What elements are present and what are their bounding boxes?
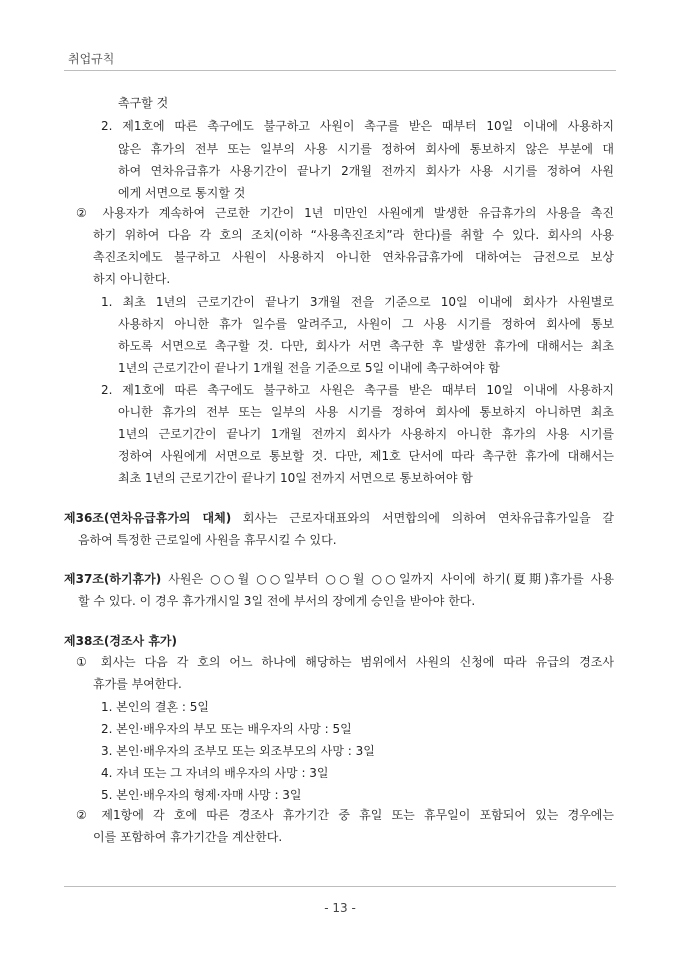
- text-line: 사용하지 아니한 휴가 일수를 알려주고, 사원이 그 사용 시기를 정하여 회사에 통보: [118, 317, 614, 331]
- text-line: 촉진조치에도 불구하고 사원이 사용하지 아니한 연차유급휴가에 대하여는 금전으로 보상: [93, 250, 614, 264]
- text-line: 정하여 사원에게 서면으로 통보할 것. 다만, 제1호 단서에 따라 촉구한 휴가에 대해서는: [118, 449, 614, 463]
- document-header: 취업규칙: [68, 52, 115, 66]
- text-line: 휴가를 부여한다.: [93, 677, 182, 691]
- list-item: 4. 자녀 또는 그 자녀의 배우자의 사망 : 3일: [101, 766, 329, 780]
- text-line: ① 회사는 다음 각 호의 어느 하나에 해당하는 범위에서 사원의 신청에 따라 유급의 경조사: [76, 655, 614, 669]
- text-line: 1년의 근로기간이 끝나기 1개월 전을 기준으로 5일 이내에 촉구하여야 함: [118, 361, 500, 375]
- text-line: 아니한 휴가의 전부 또는 일부의 사용 시기를 정하여 회사에 통보하지 아니하면 최초: [118, 405, 614, 419]
- article-37-heading: 제37조(하기휴가): [64, 572, 162, 586]
- text-line: 에게 서면으로 통지할 것: [118, 186, 246, 200]
- article-38-heading: 제38조(경조사 휴가): [64, 634, 177, 648]
- text-line: 하지 아니한다.: [93, 272, 171, 286]
- article-36-heading: 제36조(연차유급휴가의 대체): [64, 511, 232, 525]
- text-line: ② 제1항에 각 호에 따른 경조사 휴가기간 중 휴일 또는 휴무일이 포함되어 있는 경우에는: [76, 808, 614, 822]
- article-36-text: 회사는 근로자대표와의 서면합의에 의하여 연차유급휴가일을 갈: [231, 511, 615, 525]
- text-line: 최초 1년의 근로기간이 끝나기 10일 전까지 서면으로 통보하여야 함: [118, 471, 473, 485]
- page-number: - 13 -: [324, 901, 356, 915]
- article-36-line: [64, 510, 614, 526]
- list-item: 1. 본인의 결혼 : 5일: [101, 700, 209, 714]
- article-36-line: 음하여 특정한 근로일에 사원을 휴무시킬 수 있다.: [78, 533, 337, 547]
- text-line: 2. 제1호에 따른 촉구에도 불구하고 사원이 촉구를 받은 때부터 10일 이내에 사용하지: [101, 119, 614, 133]
- article-37-line: [64, 571, 614, 587]
- text-line: 않은 휴가의 전부 또는 일부의 사용 시기를 정하여 회사에 통보하지 않은 부분에 대: [118, 142, 614, 156]
- article-37-line: 할 수 있다. 이 경우 휴가개시일 3일 전에 부서의 장에게 승인을 받아야 한다.: [78, 594, 476, 608]
- text-line: 하기 위하여 다음 각 호의 조치(이하 “사용촉진조치”라 한다)를 취할 수 있다. 회사의 사용: [93, 228, 614, 242]
- text-line: 이를 포함하여 휴가기간을 계산한다.: [93, 830, 283, 844]
- list-item: 3. 본인·배우자의 조부모 또는 외조부모의 사망 : 3일: [101, 744, 375, 758]
- footer-divider: [64, 886, 616, 887]
- header-divider: [64, 70, 616, 71]
- list-item: 5. 본인·배우자의 형제·자매 사망 : 3일: [101, 788, 302, 802]
- text-line: 2. 제1호에 따른 촉구에도 불구하고 사원은 촉구를 받은 때부터 10일 이내에 사용하지: [101, 383, 614, 397]
- text-line: 하여 연차유급휴가 사용기간이 끝나기 2개월 전까지 회사가 사용 시기를 정하여 사원: [118, 164, 614, 178]
- text-line: 촉구할 것: [118, 96, 169, 110]
- text-line: ② 사용자가 계속하여 근로한 기간이 1년 미만인 사원에게 발생한 유급휴가의 사용을 촉진: [76, 206, 614, 220]
- text-line: 하도록 서면으로 촉구할 것. 다만, 회사가 서면 촉구한 후 발생한 휴가에 대해서는 최초: [118, 339, 614, 353]
- text-line: 1년의 근로기간이 끝나기 1개월 전까지 회사가 사용하지 아니한 휴가의 사용 시기를: [118, 427, 614, 441]
- list-item: 2. 본인·배우자의 부모 또는 배우자의 사망 : 5일: [101, 722, 352, 736]
- article-37-text: 사원은 ○○월 ○○일부터 ○○월 ○○일까지 사이에 하기(夏期)휴가를 사용: [161, 572, 614, 586]
- text-line: 1. 최초 1년의 근로기간이 끝나기 3개월 전을 기준으로 10일 이내에 회사가 사원별로: [101, 295, 614, 309]
